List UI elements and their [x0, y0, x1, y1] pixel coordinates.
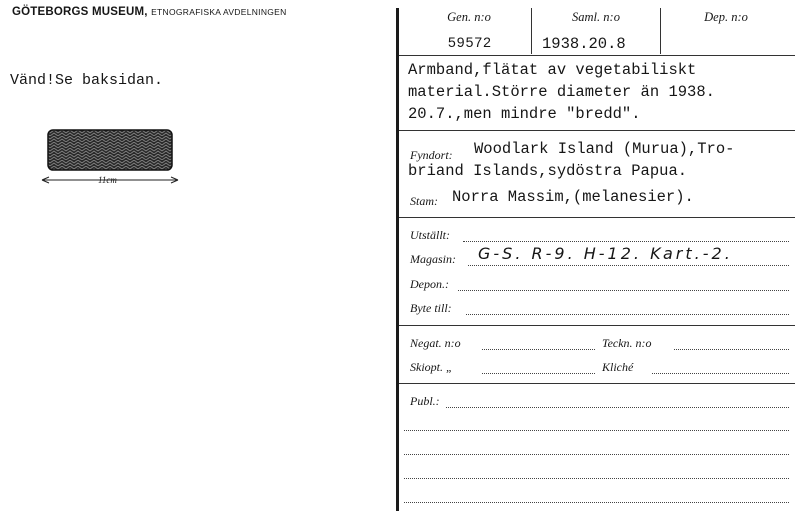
description-line-3: 20.7.,men mindre "bredd".: [408, 105, 641, 123]
gen-no-label: Gen. n:o: [447, 10, 491, 24]
department-name: ETNOGRAFISKA AVDELNINGEN: [151, 7, 287, 17]
depon-dotted-line: [458, 290, 789, 291]
card-border: [396, 8, 399, 511]
negat-label: Negat. n:o: [410, 336, 461, 350]
description-line-1: Armband,flätat av vegetabiliskt: [408, 61, 697, 79]
stam-label: Stam:: [410, 194, 438, 208]
fyndort-line-2: briand Islands,sydöstra Papua.: [408, 162, 688, 180]
depon-label: Depon.:: [410, 277, 449, 291]
publ-dotted-line: [446, 407, 789, 408]
description-line-2: material.Större diameter än 1938.: [408, 83, 715, 101]
fyndort-label: Fyndort:: [410, 148, 453, 162]
magasin-value: G-S. R-9. H-12. Kart.-2.: [478, 244, 733, 263]
gen-no-value: 59572: [448, 34, 492, 50]
magasin-label: Magasin:: [410, 252, 456, 266]
utstallt-dotted-line: [463, 241, 789, 242]
utstallt-label: Utställt:: [410, 228, 451, 242]
col-separator: [660, 8, 661, 54]
magasin-dotted-line: [468, 265, 789, 266]
publ-dotted-line: [404, 430, 789, 431]
saml-no-label: Saml. n:o: [572, 10, 620, 24]
row-separator: [399, 130, 795, 131]
row-separator: [399, 383, 795, 384]
fyndort-line-1: Woodlark Island (Murua),Tro-: [474, 140, 735, 158]
stam-value: Norra Massim,(melanesier).: [452, 188, 694, 206]
dep-no-label: Dep. n:o: [704, 10, 748, 24]
row-separator: [399, 325, 795, 326]
byte-label: Byte till:: [410, 301, 452, 315]
museum-name: GÖTEBORGS MUSEUM,: [12, 6, 148, 18]
negat-dotted-line: [482, 349, 595, 350]
saml-no-value: 1938.20.8: [542, 35, 626, 53]
publ-label: Publ.:: [410, 394, 440, 408]
byte-dotted-line: [466, 314, 789, 315]
skiopt-dotted-line: [482, 373, 595, 374]
publ-dotted-line: [404, 478, 789, 479]
skiopt-label: Skiopt. „: [410, 360, 453, 374]
museum-header: [12, 6, 287, 18]
publ-dotted-line: [404, 454, 789, 455]
col-separator: [531, 8, 532, 54]
kliche-dotted-line: [652, 373, 789, 374]
turn-over-note: Vänd!Se baksidan.: [10, 72, 164, 89]
publ-dotted-line: [404, 502, 789, 503]
teckn-label: Teckn. n:o: [602, 336, 652, 350]
row-separator: [399, 55, 795, 56]
sketch-measure: 11cm: [98, 175, 117, 185]
kliche-label: Kliché: [602, 360, 634, 374]
row-separator: [399, 217, 795, 218]
teckn-dotted-line: [674, 349, 789, 350]
